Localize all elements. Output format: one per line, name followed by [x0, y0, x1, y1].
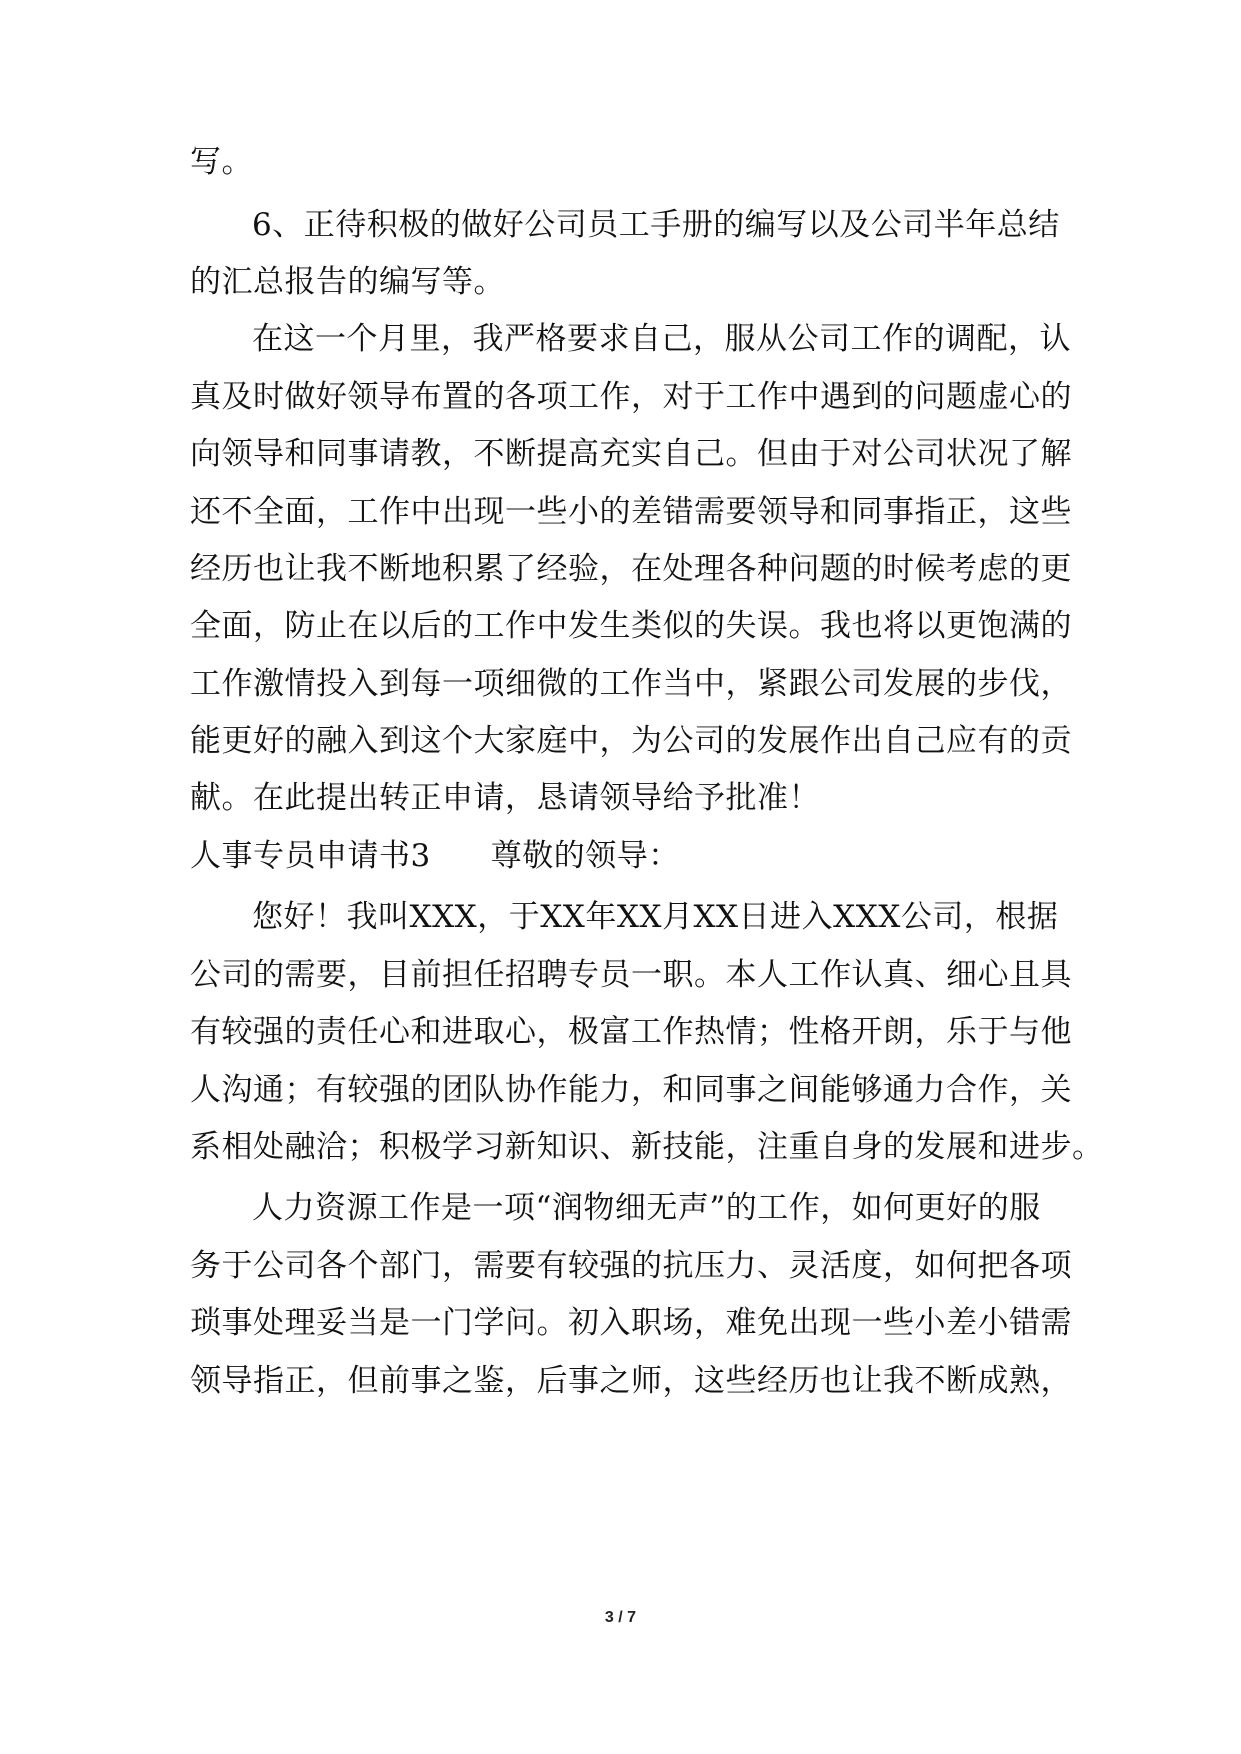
text-line: 能更好的融入到这个大家庭中，为公司的发展作出自己应有的贡 [190, 723, 1072, 759]
salutation: 尊敬的领导： [490, 838, 680, 874]
text-line: 您好！我叫XXX，于XX年XX月XX日进入XXX公司，根据 [252, 899, 1059, 935]
text-line: 经历也让我不断地积累了经验，在处理各种问题的时候考虑的更 [190, 551, 1072, 587]
text-line: 琐事处理妥当是一门学问。初入职场，难免出现一些小差小错需 [190, 1305, 1072, 1341]
text-line: 全面，防止在以后的工作中发生类似的失误。我也将以更饱满的 [190, 608, 1072, 644]
text-line: 真及时做好领导布置的各项工作，对于工作中遇到的问题虚心的 [190, 379, 1072, 415]
text-line: 献。在此提出转正申请，恳请领导给予批准！ [190, 780, 820, 816]
text-line: 在这一个月里，我严格要求自己，服从公司工作的调配，认 [252, 321, 1071, 357]
text-line: 向领导和同事请教，不断提高充实自己。但由于对公司状况了解 [190, 436, 1072, 472]
text-line: 人沟通；有较强的团队协作能力，和同事之间能够通力合作，关 [190, 1072, 1072, 1108]
text-line: 公司的需要，目前担任招聘专员一职。本人工作认真、细心且具 [190, 957, 1072, 993]
page-number: 3 / 7 [604, 1609, 637, 1626]
text-line: 系相处融洽；积极学习新知识、新技能，注重自身的发展和进步。 [190, 1129, 1104, 1165]
text-line: 还不全面，工作中出现一些小的差错需要领导和同事指正，这些 [190, 494, 1072, 530]
text-line: 人力资源工作是一项“润物细无声”的工作，如何更好的服 [252, 1190, 1041, 1226]
text-line: 6、正待积极的做好公司员工手册的编写以及公司半年总结 [252, 207, 1060, 243]
text-line: 有较强的责任心和进取心，极富工作热情；性格开朗，乐于与他 [190, 1014, 1072, 1050]
text-line: 的汇总报告的编写等。 [190, 264, 505, 300]
section-title: 人事专员申请书3 [190, 838, 431, 874]
text-line: 务于公司各个部门，需要有较强的抗压力、灵活度，如何把各项 [190, 1248, 1072, 1284]
text-line: 领导指正，但前事之鉴，后事之师，这些经历也让我不断成熟， [190, 1363, 1072, 1399]
text-line: 写。 [190, 144, 253, 180]
section-heading [190, 836, 680, 876]
text-line: 工作激情投入到每一项细微的工作当中，紧跟公司发展的步伐， [190, 666, 1072, 702]
